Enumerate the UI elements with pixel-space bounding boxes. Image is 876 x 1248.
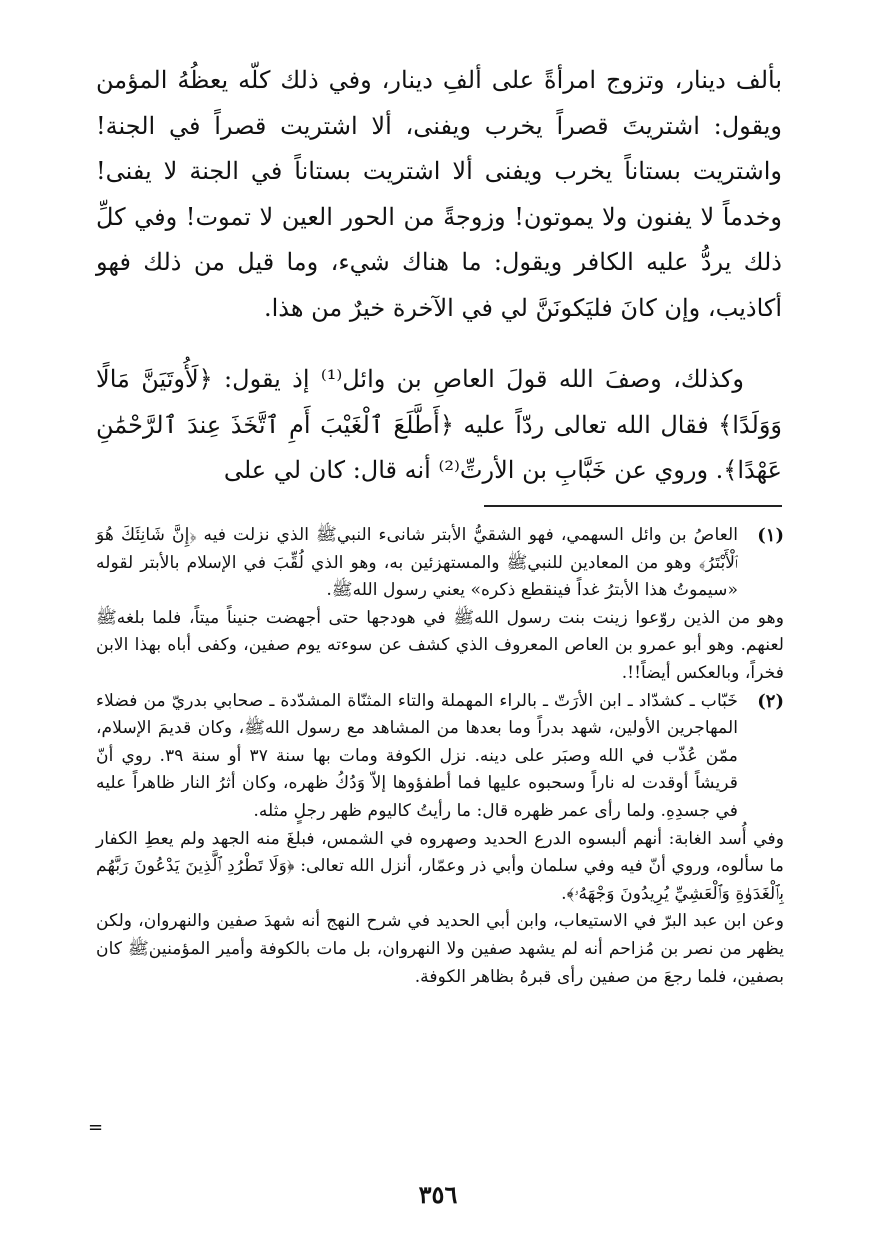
footnote-number: (٢) xyxy=(757,690,784,712)
footnote-paragraph: وفي أُسد الغابة: أنهم ألبسوه الدرع الحديد وصهروه في الشمس، فبلغَ منه الجهد ولم يعطِ الكفار ما سألوه، وروي أنّ فيه وفي سلمان وأبي ذر وعمّار، أنزل الله تعالى: ﴿وَلَا تَطْرُدِ ٱلَّذِينَ يَدْعُونَ رَبَّهُم بِٱلْغَدَوٰةِ وَٱلْعَشِيِّ يُرِيدُونَ وَجْهَهُۥ﴾. xyxy=(96,828,784,904)
footnote-paragraph: خَبّاب ـ كشدّاد ـ ابن الأرَتّ ـ بالراء المهملة والتاء المثنّاة المشدّدة ـ صحابي بدريّ من فضلاء المهاجرين الأولين، شهد بدراً وما بعدها من المشاهد مع رسول اللهﷺ، وكان قديمَ الإسلام، ممّن عُذّب في الله وصبَر على دينه. نزل الكوفة ومات بها سنة ٣٧ أو سنة ٣٩. روي أنّ قريشاً أوقدت له ناراً وسحبوه عليها فما أطفؤوها إلاّ وَدُكُ ظهره، وكان أثرُ النار ظاهراً عليه في جسدِهِ. ولما رأى عمر ظهره قال: ما رأيتُ كاليوم ظهر رجلٍ مثله. xyxy=(96,690,738,821)
footnote-separator xyxy=(484,505,782,507)
footnotes xyxy=(96,522,784,991)
footnote-paragraph: وهو من الذين روّعوا زينت بنت رسول اللهﷺ في هودجها حتى أجهضت جنيناً ميتاً، فلما بلغهﷺ لعنهم. وهو أبو عمرو بن العاص المعروف الذي كشف عن سوءته يوم صفين، وكفى أباه بهذا الابن فخراً، وبالعكس أيضاً!!. xyxy=(96,607,785,683)
page-number: ٣٥٦ xyxy=(418,1180,458,1209)
footnote-paragraph: وعن ابن عبد البرّ في الاستيعاب، وابن أبي الحديد في شرح النهج أنه شهدَ صفين والنهروان، ولكن يظهر من نصر بن مُزاحم أنه لم يشهد صفين ولا النهروان، بل مات بالكوفة وأمير المؤمنينﷺ كان بصفين، فلما رجعَ من صفين رأى قبرهُ بظاهر الكوفة. xyxy=(96,911,784,987)
footnote-2 xyxy=(96,688,784,992)
footnote-paragraph: العاصُ بن وائل السهمي، فهو الشقيُّ الأبتر شانىء النبيﷺ الذي نزلت فيه ﴿إِنَّ شَانِئَكَ هُوَ ٱلْأَبْتَرُ﴾ وهو من المعادين للنبيﷺ والمستهزئين به، وهو الذي لُقِّبَ في الإسلام بالأبتر لقوله «سيموتُ هذا الأبترُ غداً فينقطع ذكره» يعني رسول اللهﷺ. xyxy=(96,525,738,601)
footnote-body xyxy=(96,688,784,992)
footnote-number: (١) xyxy=(757,525,784,546)
footnote-1 xyxy=(96,522,784,688)
main-text xyxy=(96,58,782,494)
main-paragraph-1: بألف دينار، وتزوج امرأةً على ألفِ دينار، وفي ذلك كلّه يعظُهُ المؤمن ويقول: اشتريتَ قصراً يخرب ويفنى، ألا اشتريت قصراً في الجنة! واشتريت بستاناً يخرب ويفنى ألا اشتريت بستاناً في الجنة لا يفنى! وخدماً لا يفنون ولا يموتون! وزوجةً من الحور العين لا تموت! وفي كلِّ ذلك يردُّ عليه الكافر ويقول: ما هناك شيء، وما قيل من ذلك فهو أكاذيب، وإن كانَ فليَكونَنَّ لي في الآخرة خيرٌ من هذا. xyxy=(96,66,783,322)
main-paragraph-2: وكذلك، وصفَ الله قولَ العاصِ بن وائل⁽¹⁾ إذ يقول: ﴿لَأُوتَيَنَّ مَالًا وَوَلَدًا﴾ فقال الله تعالى ردّاً عليه ﴿أَطَّلَعَ ٱلْغَيْبَ أَمِ ٱتَّخَذَ عِندَ ٱلرَّحْمَٰنِ عَهْدًا﴾. وروي عن خَبَّابِ بن الأرتِّ⁽²⁾ أنه قال: كان لي على xyxy=(96,365,782,484)
continuation-mark: = xyxy=(88,1117,104,1138)
footnote-body xyxy=(96,522,785,688)
